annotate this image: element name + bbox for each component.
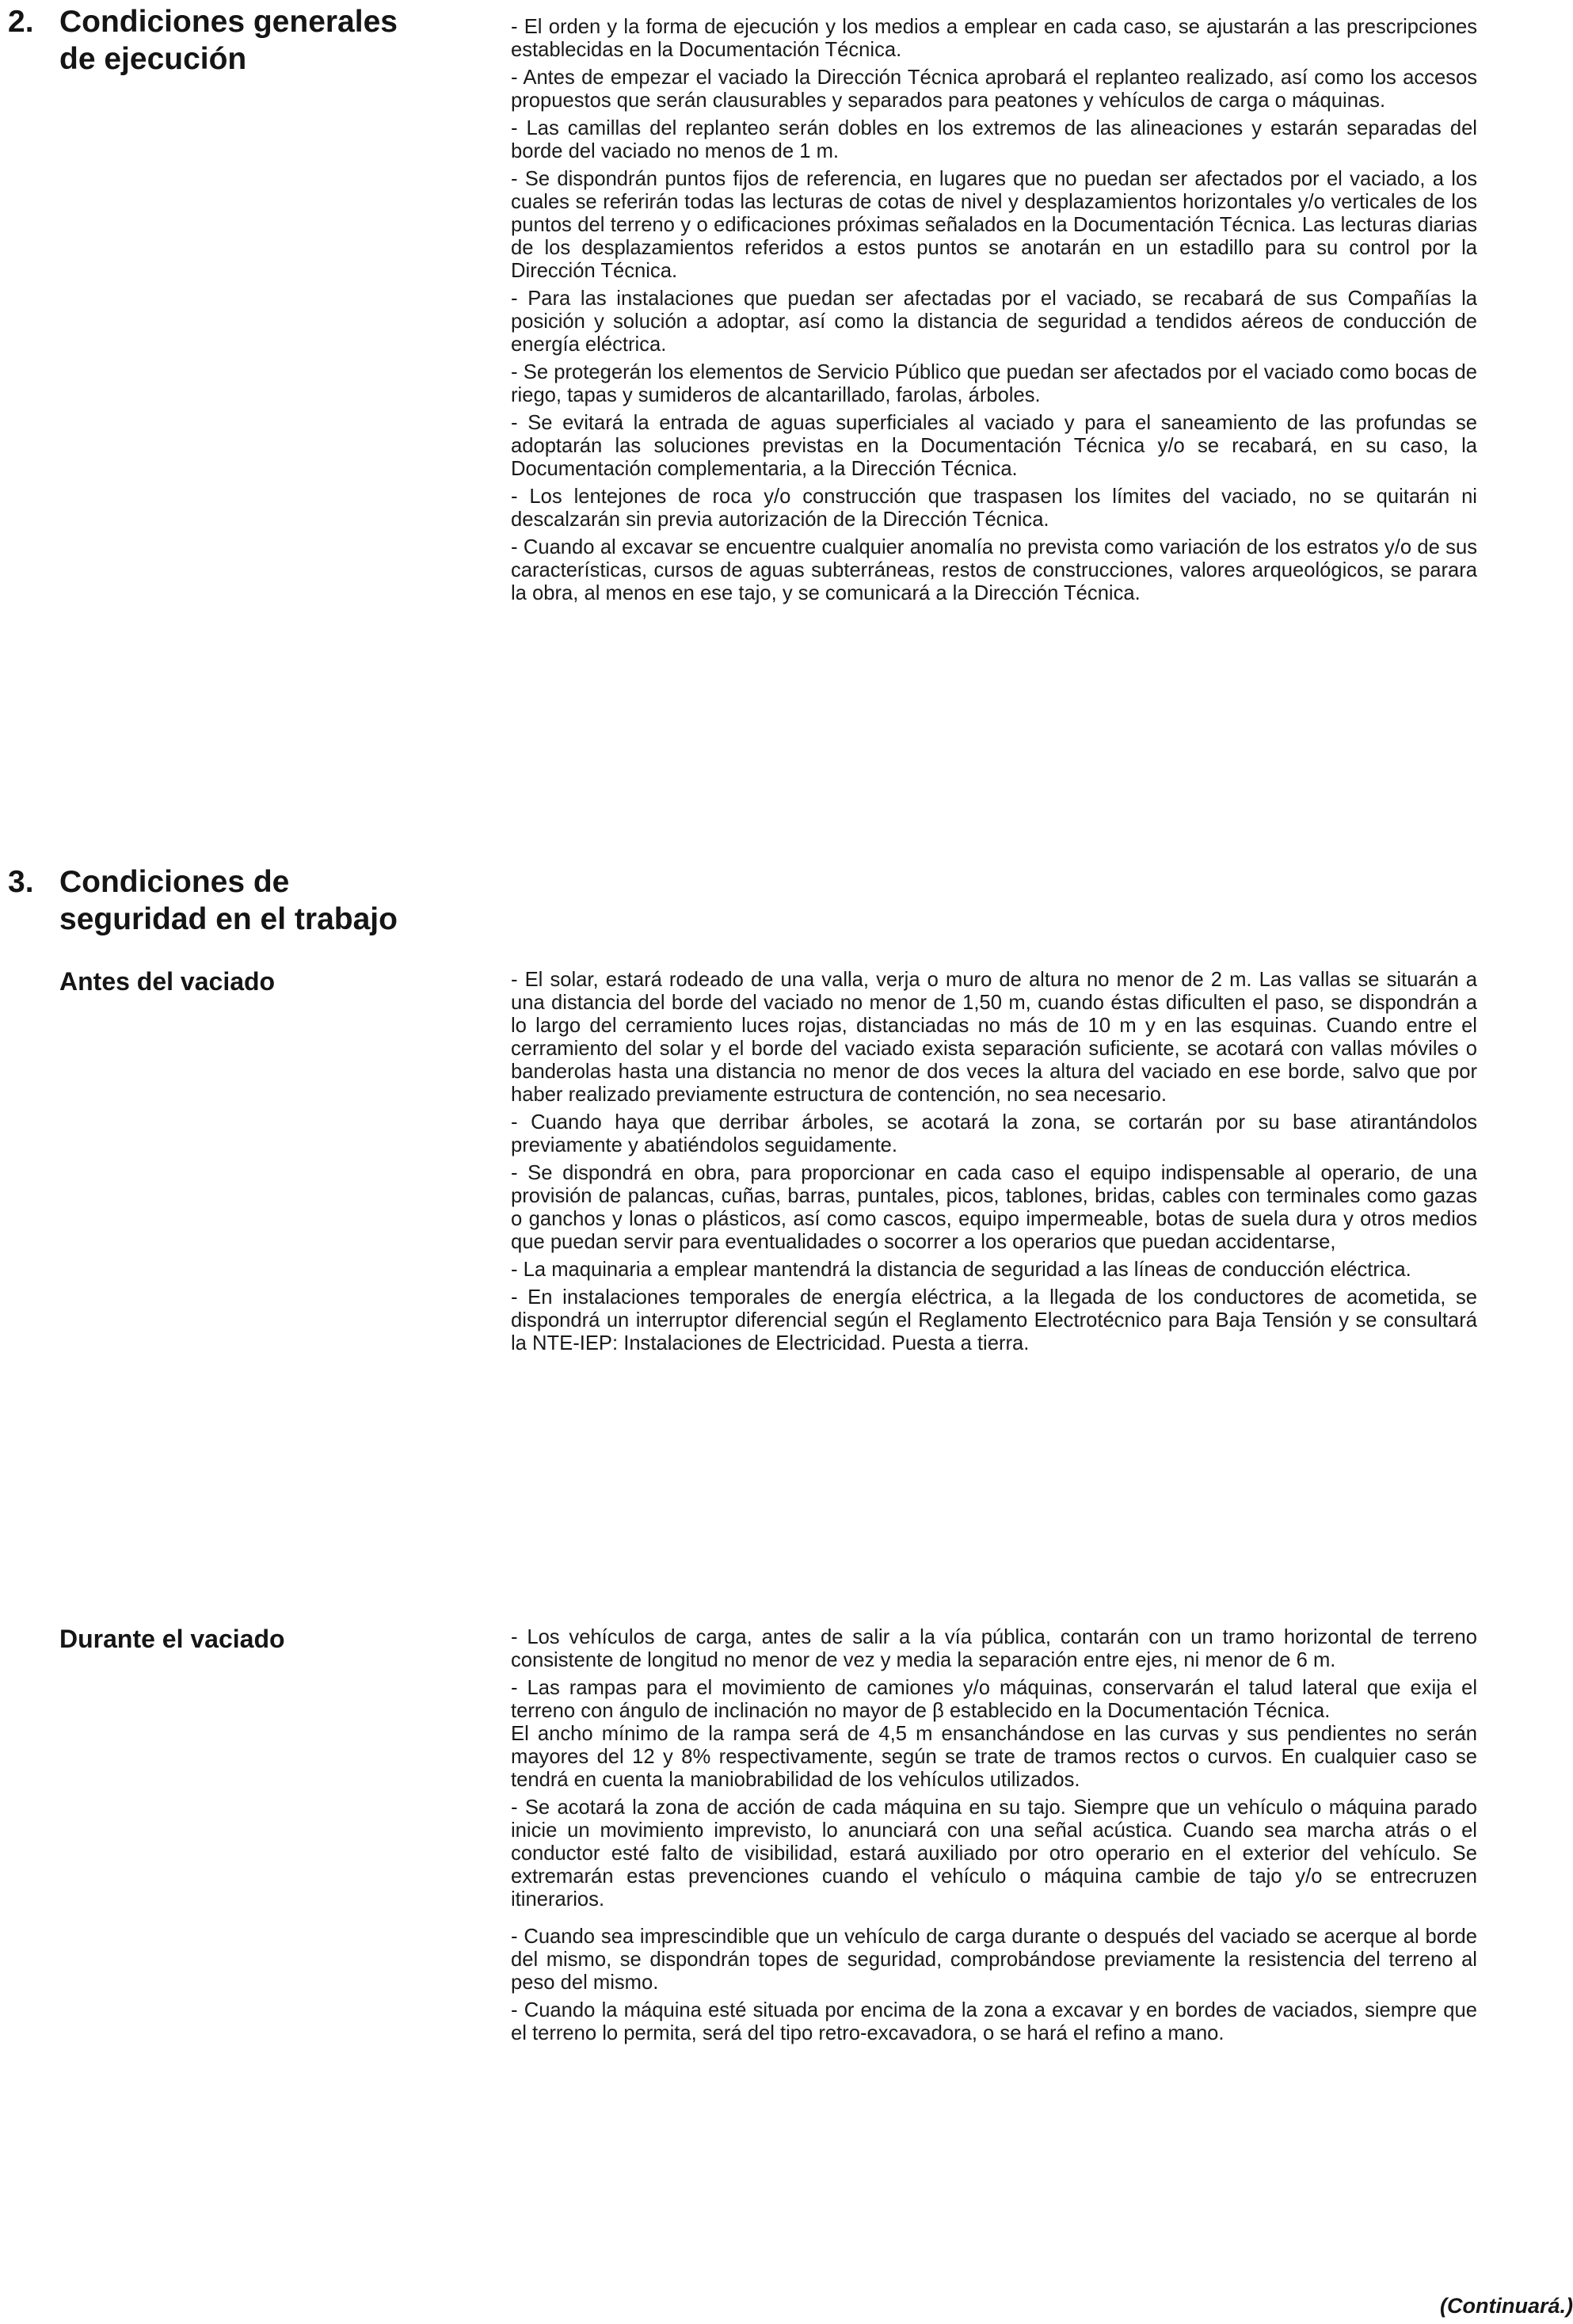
paragraph: - El solar, estará rodeado de una valla, verja o muro de altura no menor de 2 m. Las vallas se situarán a una distancia del borde del vaciado no menor de 1,50 m, cuando éstas dificulten el paso, se dispondrán a lo largo del cerramiento luces rojas, distanciadas no más de 10 m y en las esquinas. Cuando entre el cerramiento del solar y el borde del vaciado exista separación suficiente, se acotará con vallas móviles o banderolas hasta una distancia no menor de dos veces la altura del vaciado en ese borde, salvo que por haber realizado previamente estructura de contención, no sea necesario. <box>511 969 1477 1106</box>
paragraph: - Se protegerán los elementos de Servicio Público que puedan ser afectados por el vaciado como bocas de riego, tapas y sumideros de alcantarillado, farolas, árboles. <box>511 361 1477 406</box>
paragraph: - Se acotará la zona de acción de cada máquina en su tajo. Siempre que un vehículo o máquina parado inicie un movimiento imprevisto, lo anunciará con una señal acústica. Cuando sea marcha atrás o el conductor esté falto de visibilidad, estará auxiliado por otro operario en el exterior del vehículo. Se extremarán estas prevenciones cuando el vehículo o máquina cambie de tajo y/o se entrecruzen itinerarios. <box>511 1796 1477 1911</box>
section-3-heading <box>8 863 398 938</box>
section-2-heading <box>8 3 398 78</box>
subheading-before: Antes del vaciado <box>59 967 276 996</box>
section-3-title-line2: seguridad en el trabajo <box>59 902 398 936</box>
paragraph: - Antes de empezar el vaciado la Dirección Técnica aprobará el replanteo realizado, así como los accesos propuestos que serán clausurables y separados para peatones y vehículos de carga o máquinas. <box>511 67 1477 112</box>
paragraph: - Las rampas para el movimiento de camiones y/o máquinas, conservarán el talud lateral que exija el terreno con ángulo de inclinación no mayor de β establecido en la Documentación Técnica. <box>511 1677 1477 1722</box>
during-body <box>511 1626 1477 2050</box>
paragraph: - Los lentejones de roca y/o construcción que traspasen los límites del vaciado, no se quitarán ni descalzarán sin previa autorización de la Dirección Técnica. <box>511 486 1477 531</box>
paragraph: - Se dispondrán puntos fijos de referencia, en lugares que no puedan ser afectados por el vaciado, a los cuales se referirán todas las lecturas de cotas de nivel y desplazamientos horizontales y/o verticales de los puntos del terreno y o edificaciones próximas señalados en la Documentación Técnica. Las lecturas diarias de los desplazamientos referidos a estos puntos se anotarán en un estadillo para su control por la Dirección Técnica. <box>511 168 1477 282</box>
section-2-number: 2. <box>8 5 34 39</box>
section-3-number: 3. <box>8 865 34 899</box>
before-body <box>511 969 1477 1360</box>
paragraph: - Cuando haya que derribar árboles, se acotará la zona, se cortarán por su base atirantándolos previamente y abatiéndolos seguidamente. <box>511 1111 1477 1156</box>
section-2-title-line1: Condiciones generales <box>59 5 398 39</box>
paragraph: - Se evitará la entrada de aguas superficiales al vaciado y para el saneamiento de las profundas se adoptarán las soluciones previstas en la Documentación Técnica y/o se recabará, en su caso, la Documentación complementaria, a la Dirección Técnica. <box>511 412 1477 480</box>
section-3-title-line1: Condiciones de <box>59 865 290 899</box>
subheading-during: Durante el vaciado <box>59 1625 285 1653</box>
paragraph: - Cuando al excavar se encuentre cualquier anomalía no prevista como variación de los estratos y/o de sus características, cursos de aguas subterráneas, restos de construcciones, valores arqueológicos, se parara la obra, al menos en ese tajo, y se comunicará a la Dirección Técnica. <box>511 536 1477 604</box>
paragraph: - La maquinaria a emplear mantendrá la distancia de seguridad a las líneas de conducción eléctrica. <box>511 1259 1411 1281</box>
paragraph: - Cuando sea imprescindible que un vehículo de carga durante o después del vaciado se acerque al borde del mismo, se dispondrán topes de seguridad, comprobándose previamente la resistencia del terreno al peso del mismo. <box>511 1926 1477 1994</box>
paragraph: - Para las instalaciones que puedan ser afectadas por el vaciado, se recabará de sus Compañías la posición y solución a adoptar, así como la distancia de seguridad a tendidos aéreos de conducción de energía eléctrica. <box>511 288 1477 356</box>
paragraph: El ancho mínimo de la rampa será de 4,5 m ensanchándose en las curvas y sus pendientes no serán mayores del 12 y 8% respectivamente, según se trate de tramos rectos o curvos. En cualquier caso se tendrá en cuenta la maniobrabilidad de los vehículos utilizados. <box>511 1723 1477 1791</box>
paragraph: - El orden y la forma de ejecución y los medios a emplear en cada caso, se ajustarán a las prescripciones establecidas en la Documentación Técnica. <box>511 16 1477 61</box>
continued-note: (Continuará.) <box>1440 2294 1573 2318</box>
paragraph: - En instalaciones temporales de energía eléctrica, a la llegada de los conductores de acometida, se dispondrá un interruptor diferencial según el Reglamento Electrotécnico para Baja Tensión y se consultará la NTE-IEP: Instalaciones de Electricidad. Puesta a tierra. <box>511 1286 1477 1354</box>
paragraph: - Se dispondrá en obra, para proporcionar en cada caso el equipo indispensable al operario, de una provisión de palancas, cuñas, barras, puntales, picos, tablones, bridas, cables con terminales como gazas o ganchos y lonas o plásticos, así como cascos, equipo impermeable, botas de suela dura y otros medios que puedan servir para eventualidades o socorrer a los operarios que puedan accidentarse, <box>511 1162 1477 1253</box>
paragraph: - Cuando la máquina esté situada por encima de la zona a excavar y en bordes de vaciados, siempre que el terreno lo permita, será del tipo retro-excavadora, o se hará el refino a mano. <box>511 1999 1477 2044</box>
section-2-title-line2: de ejecución <box>59 42 247 76</box>
section-2-body <box>511 16 1477 610</box>
paragraph: - Las camillas del replanteo serán dobles en los extremos de las alineaciones y estarán separadas del borde del vaciado no menos de 1 m. <box>511 117 1477 162</box>
paragraph: - Los vehículos de carga, antes de salir a la vía pública, contarán con un tramo horizontal de terreno consistente de longitud no menor de vez y media la separación entre ejes, ni menor de 6 m. <box>511 1626 1477 1671</box>
